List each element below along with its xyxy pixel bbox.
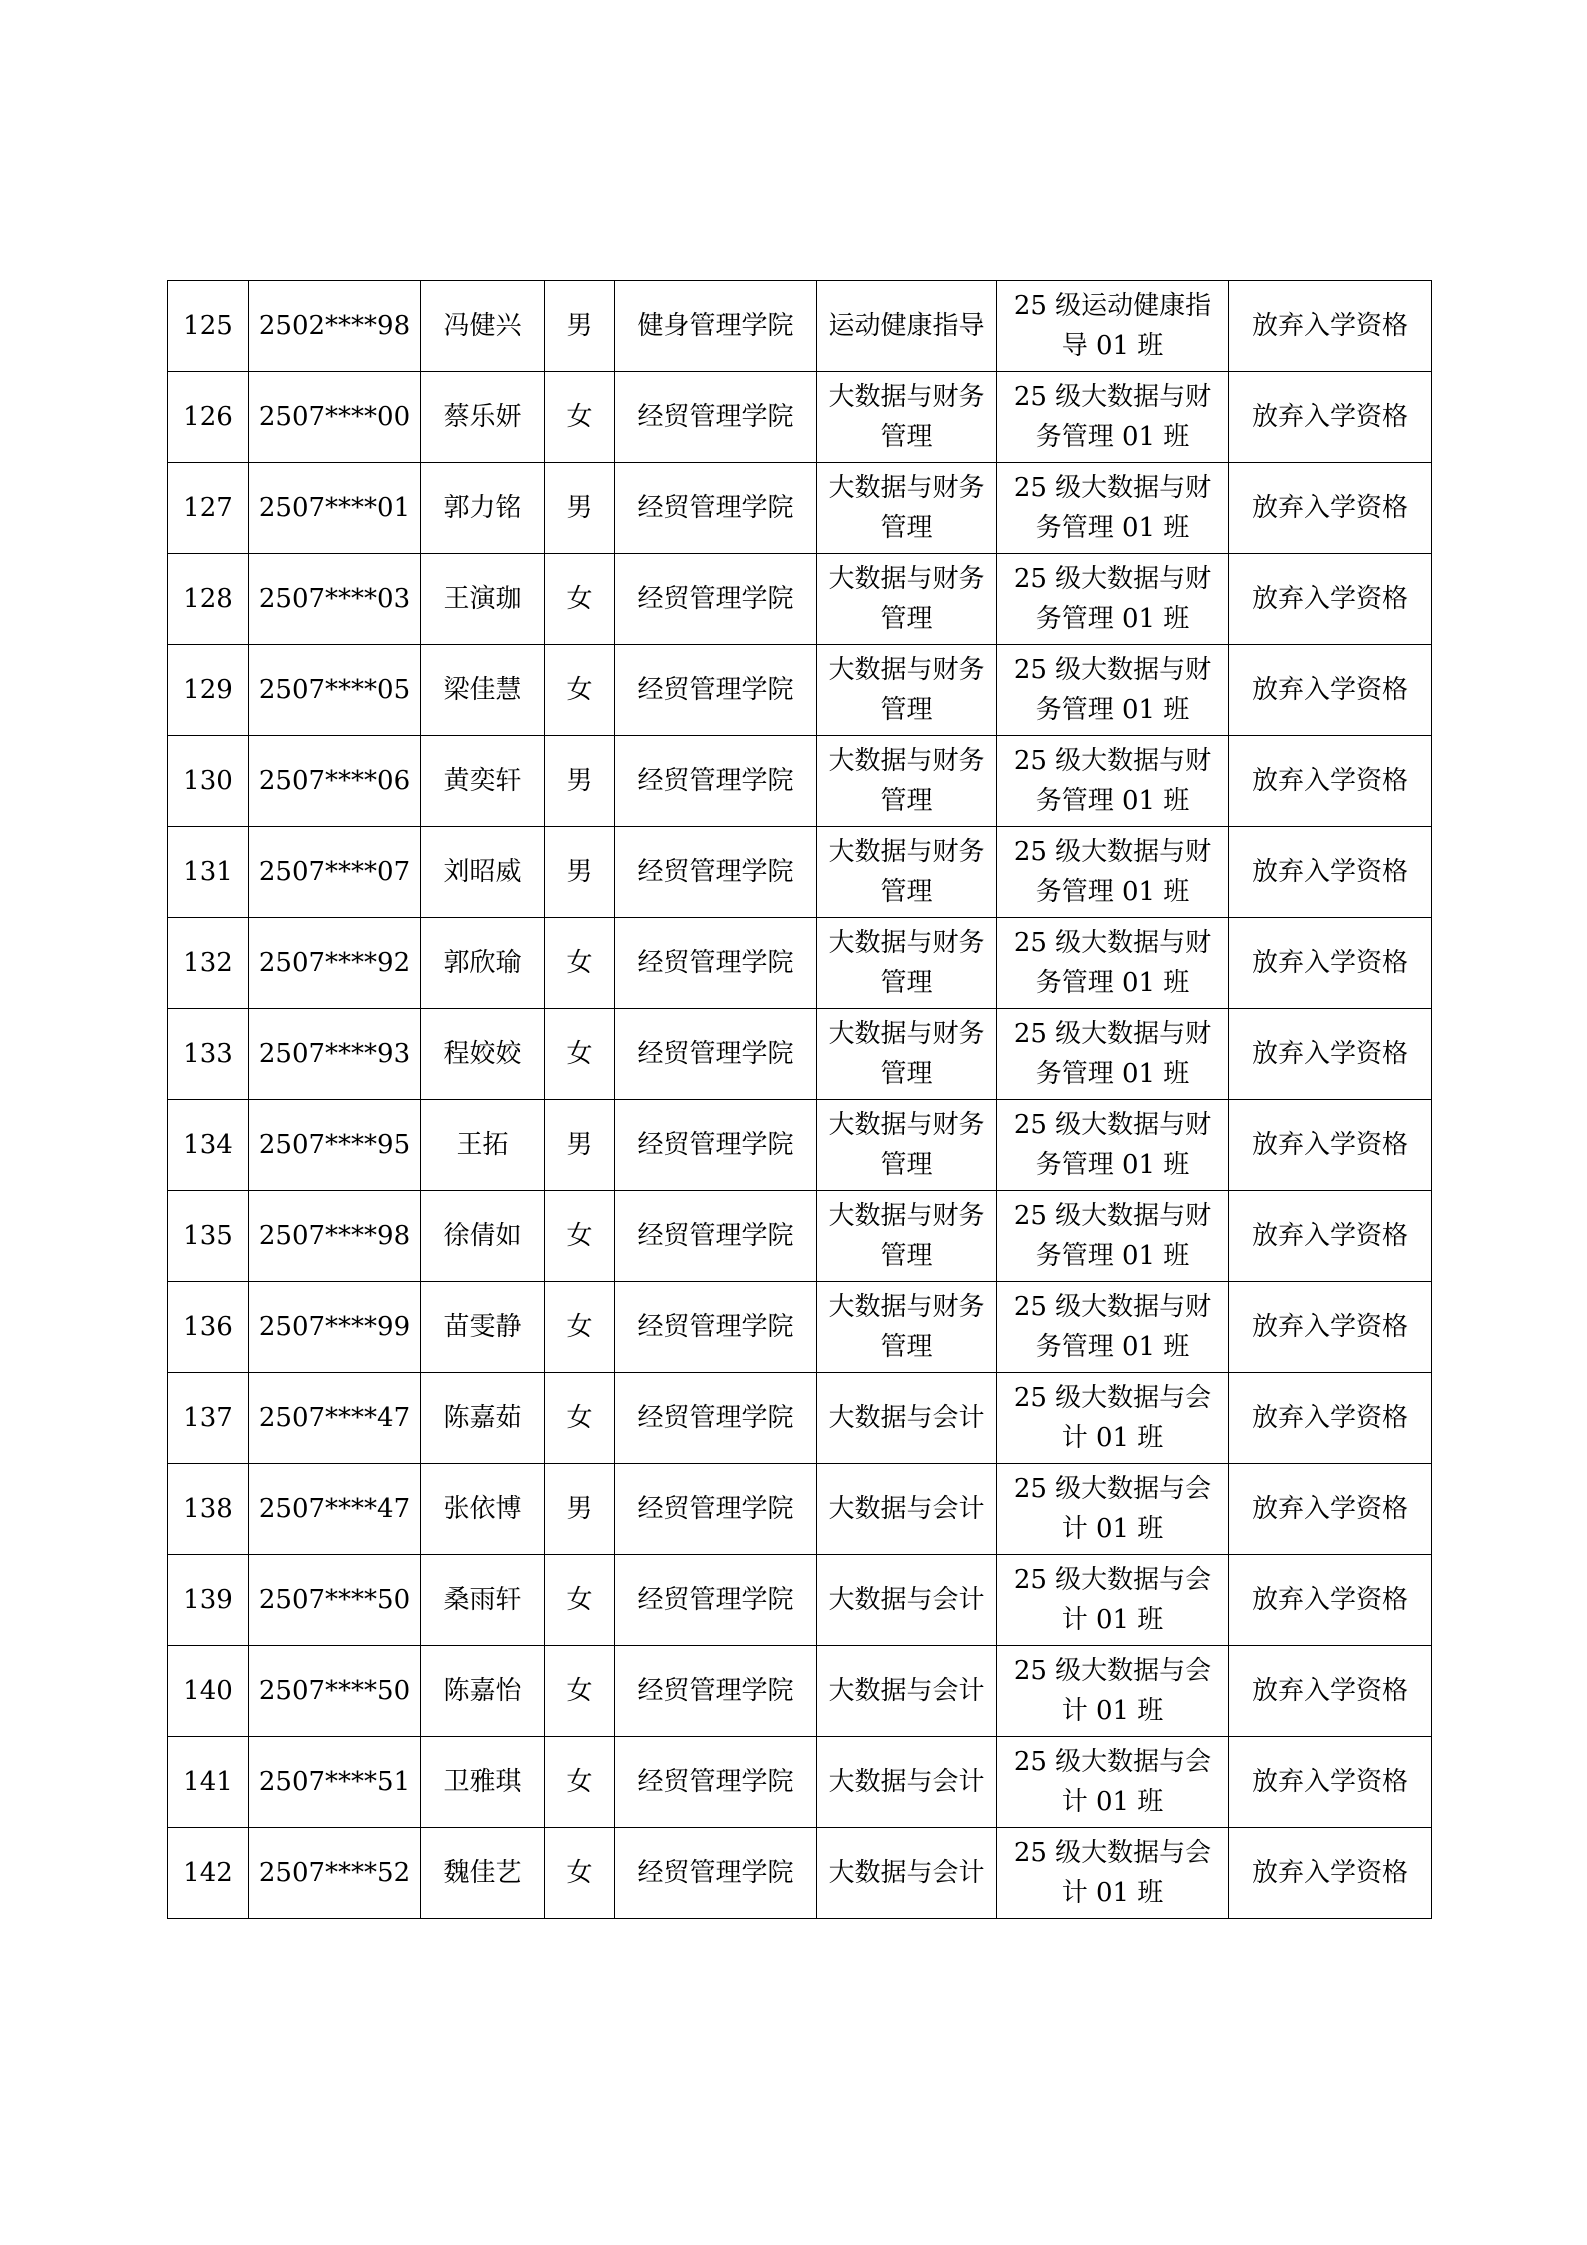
cell-college: 经贸管理学院: [615, 1828, 817, 1919]
cell-gender: 女: [545, 1737, 615, 1828]
cell-class: 25 级大数据与会计 01 班: [997, 1373, 1229, 1464]
roster-body: [168, 281, 1432, 1919]
cell-number: 127: [168, 463, 249, 554]
cell-student-name: 王演珈: [421, 554, 545, 645]
cell-number: 138: [168, 1464, 249, 1555]
cell-student-id: 2507****99: [249, 1282, 421, 1373]
cell-number: 125: [168, 281, 249, 372]
cell-number: 128: [168, 554, 249, 645]
cell-student-id: 2507****05: [249, 645, 421, 736]
cell-college: 经贸管理学院: [615, 918, 817, 1009]
cell-class: 25 级大数据与会计 01 班: [997, 1646, 1229, 1737]
cell-college: 经贸管理学院: [615, 1191, 817, 1282]
cell-college: 经贸管理学院: [615, 1373, 817, 1464]
cell-class: 25 级大数据与财务管理 01 班: [997, 918, 1229, 1009]
cell-number: 139: [168, 1555, 249, 1646]
cell-number: 136: [168, 1282, 249, 1373]
cell-gender: 女: [545, 1828, 615, 1919]
cell-college: 经贸管理学院: [615, 1100, 817, 1191]
cell-status: 放弃入学资格: [1229, 918, 1432, 1009]
cell-major: 大数据与会计: [817, 1464, 997, 1555]
cell-class: 25 级大数据与财务管理 01 班: [997, 463, 1229, 554]
cell-class: 25 级大数据与财务管理 01 班: [997, 1191, 1229, 1282]
cell-status: 放弃入学资格: [1229, 1828, 1432, 1919]
cell-student-id: 2507****92: [249, 918, 421, 1009]
cell-college: 健身管理学院: [615, 281, 817, 372]
table-row: [168, 281, 1432, 372]
cell-college: 经贸管理学院: [615, 1009, 817, 1100]
cell-class: 25 级运动健康指导 01 班: [997, 281, 1229, 372]
cell-status: 放弃入学资格: [1229, 281, 1432, 372]
cell-status: 放弃入学资格: [1229, 736, 1432, 827]
cell-student-id: 2507****01: [249, 463, 421, 554]
cell-status: 放弃入学资格: [1229, 372, 1432, 463]
cell-status: 放弃入学资格: [1229, 1009, 1432, 1100]
cell-student-name: 黄奕轩: [421, 736, 545, 827]
cell-major: 大数据与财务管理: [817, 645, 997, 736]
cell-student-name: 梁佳慧: [421, 645, 545, 736]
cell-college: 经贸管理学院: [615, 827, 817, 918]
cell-college: 经贸管理学院: [615, 1646, 817, 1737]
cell-gender: 男: [545, 463, 615, 554]
table-row: [168, 1646, 1432, 1737]
cell-student-name: 郭欣瑜: [421, 918, 545, 1009]
cell-number: 131: [168, 827, 249, 918]
cell-student-name: 郭力铭: [421, 463, 545, 554]
cell-class: 25 级大数据与财务管理 01 班: [997, 1100, 1229, 1191]
cell-status: 放弃入学资格: [1229, 1373, 1432, 1464]
cell-college: 经贸管理学院: [615, 1555, 817, 1646]
cell-gender: 女: [545, 1009, 615, 1100]
cell-number: 134: [168, 1100, 249, 1191]
cell-status: 放弃入学资格: [1229, 645, 1432, 736]
cell-status: 放弃入学资格: [1229, 1646, 1432, 1737]
cell-college: 经贸管理学院: [615, 1282, 817, 1373]
cell-student-name: 陈嘉茹: [421, 1373, 545, 1464]
cell-student-id: 2507****51: [249, 1737, 421, 1828]
cell-class: 25 级大数据与财务管理 01 班: [997, 827, 1229, 918]
cell-class: 25 级大数据与财务管理 01 班: [997, 645, 1229, 736]
cell-number: 137: [168, 1373, 249, 1464]
cell-student-name: 王拓: [421, 1100, 545, 1191]
table-row: [168, 1009, 1432, 1100]
cell-class: 25 级大数据与会计 01 班: [997, 1737, 1229, 1828]
cell-gender: 女: [545, 1282, 615, 1373]
cell-gender: 女: [545, 645, 615, 736]
table-row: [168, 1100, 1432, 1191]
cell-major: 大数据与会计: [817, 1737, 997, 1828]
cell-college: 经贸管理学院: [615, 372, 817, 463]
cell-student-id: 2507****50: [249, 1646, 421, 1737]
cell-major: 大数据与会计: [817, 1828, 997, 1919]
table-row: [168, 827, 1432, 918]
cell-student-name: 陈嘉怡: [421, 1646, 545, 1737]
cell-major: 大数据与会计: [817, 1555, 997, 1646]
table-row: [168, 1555, 1432, 1646]
cell-status: 放弃入学资格: [1229, 1737, 1432, 1828]
cell-student-name: 卫雅琪: [421, 1737, 545, 1828]
cell-major: 大数据与财务管理: [817, 827, 997, 918]
cell-major: 运动健康指导: [817, 281, 997, 372]
cell-gender: 女: [545, 1555, 615, 1646]
cell-gender: 女: [545, 918, 615, 1009]
cell-number: 133: [168, 1009, 249, 1100]
cell-gender: 男: [545, 1100, 615, 1191]
cell-status: 放弃入学资格: [1229, 1282, 1432, 1373]
cell-class: 25 级大数据与财务管理 01 班: [997, 736, 1229, 827]
cell-number: 135: [168, 1191, 249, 1282]
cell-student-name: 张依博: [421, 1464, 545, 1555]
cell-class: 25 级大数据与财务管理 01 班: [997, 372, 1229, 463]
cell-class: 25 级大数据与会计 01 班: [997, 1464, 1229, 1555]
cell-number: 126: [168, 372, 249, 463]
cell-gender: 男: [545, 827, 615, 918]
cell-student-name: 刘昭威: [421, 827, 545, 918]
cell-gender: 女: [545, 554, 615, 645]
cell-gender: 女: [545, 1646, 615, 1737]
cell-major: 大数据与财务管理: [817, 554, 997, 645]
cell-status: 放弃入学资格: [1229, 1555, 1432, 1646]
cell-major: 大数据与财务管理: [817, 1100, 997, 1191]
cell-college: 经贸管理学院: [615, 1737, 817, 1828]
cell-major: 大数据与会计: [817, 1373, 997, 1464]
cell-student-id: 2507****06: [249, 736, 421, 827]
cell-student-name: 桑雨轩: [421, 1555, 545, 1646]
cell-major: 大数据与财务管理: [817, 463, 997, 554]
student-roster-table: [167, 280, 1432, 1919]
cell-status: 放弃入学资格: [1229, 554, 1432, 645]
table-row: [168, 918, 1432, 1009]
table-row: [168, 1737, 1432, 1828]
cell-major: 大数据与财务管理: [817, 1191, 997, 1282]
table-row: [168, 1191, 1432, 1282]
cell-student-name: 程姣姣: [421, 1009, 545, 1100]
cell-number: 129: [168, 645, 249, 736]
table-row: [168, 645, 1432, 736]
cell-gender: 男: [545, 1464, 615, 1555]
table-row: [168, 1828, 1432, 1919]
cell-gender: 女: [545, 372, 615, 463]
cell-student-id: 2502****98: [249, 281, 421, 372]
cell-status: 放弃入学资格: [1229, 1100, 1432, 1191]
cell-class: 25 级大数据与会计 01 班: [997, 1555, 1229, 1646]
cell-student-id: 2507****95: [249, 1100, 421, 1191]
cell-college: 经贸管理学院: [615, 554, 817, 645]
table-row: [168, 463, 1432, 554]
table-row: [168, 736, 1432, 827]
table-row: [168, 372, 1432, 463]
cell-gender: 男: [545, 281, 615, 372]
table-row: [168, 1464, 1432, 1555]
cell-student-name: 徐倩如: [421, 1191, 545, 1282]
cell-student-id: 2507****47: [249, 1373, 421, 1464]
cell-college: 经贸管理学院: [615, 645, 817, 736]
cell-status: 放弃入学资格: [1229, 827, 1432, 918]
cell-major: 大数据与财务管理: [817, 372, 997, 463]
cell-status: 放弃入学资格: [1229, 1191, 1432, 1282]
cell-class: 25 级大数据与财务管理 01 班: [997, 554, 1229, 645]
cell-college: 经贸管理学院: [615, 1464, 817, 1555]
cell-college: 经贸管理学院: [615, 736, 817, 827]
cell-number: 132: [168, 918, 249, 1009]
cell-college: 经贸管理学院: [615, 463, 817, 554]
cell-number: 130: [168, 736, 249, 827]
cell-student-id: 2507****52: [249, 1828, 421, 1919]
cell-major: 大数据与财务管理: [817, 736, 997, 827]
cell-student-name: 苗雯静: [421, 1282, 545, 1373]
table-row: [168, 1282, 1432, 1373]
cell-major: 大数据与财务管理: [817, 918, 997, 1009]
cell-student-id: 2507****03: [249, 554, 421, 645]
cell-major: 大数据与财务管理: [817, 1009, 997, 1100]
cell-student-id: 2507****07: [249, 827, 421, 918]
cell-gender: 男: [545, 736, 615, 827]
cell-student-id: 2507****47: [249, 1464, 421, 1555]
table-row: [168, 1373, 1432, 1464]
cell-status: 放弃入学资格: [1229, 463, 1432, 554]
table-row: [168, 554, 1432, 645]
cell-student-name: 魏佳艺: [421, 1828, 545, 1919]
cell-number: 140: [168, 1646, 249, 1737]
cell-major: 大数据与财务管理: [817, 1282, 997, 1373]
cell-major: 大数据与会计: [817, 1646, 997, 1737]
cell-class: 25 级大数据与财务管理 01 班: [997, 1009, 1229, 1100]
cell-status: 放弃入学资格: [1229, 1464, 1432, 1555]
cell-class: 25 级大数据与会计 01 班: [997, 1828, 1229, 1919]
cell-student-id: 2507****93: [249, 1009, 421, 1100]
cell-student-id: 2507****98: [249, 1191, 421, 1282]
cell-student-name: 蔡乐妍: [421, 372, 545, 463]
cell-number: 142: [168, 1828, 249, 1919]
cell-student-name: 冯健兴: [421, 281, 545, 372]
cell-student-id: 2507****50: [249, 1555, 421, 1646]
cell-gender: 女: [545, 1373, 615, 1464]
cell-gender: 女: [545, 1191, 615, 1282]
cell-number: 141: [168, 1737, 249, 1828]
cell-class: 25 级大数据与财务管理 01 班: [997, 1282, 1229, 1373]
cell-student-id: 2507****00: [249, 372, 421, 463]
